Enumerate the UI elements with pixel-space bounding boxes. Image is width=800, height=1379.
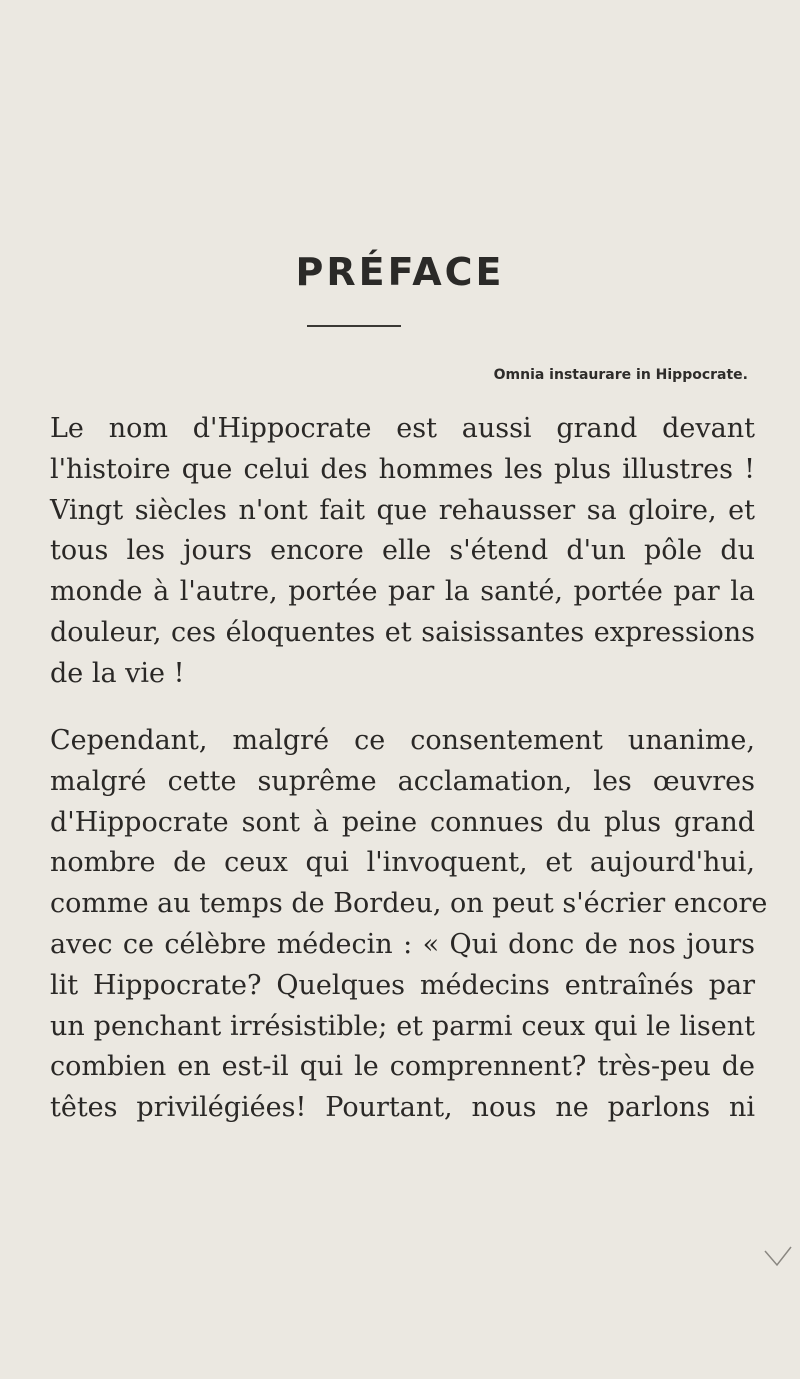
text-line: lit Hippocrate? Quelques médecins entraînés par (50, 969, 755, 1001)
text-line: douleur, ces éloquentes et saisissantes expressions (50, 616, 755, 648)
page-title: PRÉFACE (295, 250, 505, 295)
text-line: de la vie ! (50, 657, 185, 689)
paragraph-1 (50, 409, 755, 695)
paragraph-2 (50, 721, 768, 1129)
text-line: nombre de ceux qui l'invoquent, et aujourd'hui, (50, 847, 755, 879)
title-divider (307, 325, 401, 327)
epigraph: Omnia instaurare in Hippocrate. (493, 367, 748, 383)
text-line: combien en est-il qui le comprennent? très-peu de (50, 1051, 755, 1083)
text-line: l'histoire que celui des hommes les plus illustres ! (50, 453, 755, 485)
text-line: monde à l'autre, portée par la santé, portée par la (50, 576, 755, 608)
text-line: malgré cette suprême acclamation, les œuvres (50, 765, 755, 797)
text-line: Vingt siècles n'ont fait que rehausser sa gloire, et (50, 494, 755, 526)
text-line: Le nom d'Hippocrate est aussi grand devant (50, 413, 755, 444)
text-line: comme au temps de Bordeu, on peut s'écrier encore (50, 888, 768, 920)
text-line: avec ce célèbre médecin : « Qui donc de nos jours (50, 928, 755, 960)
text-line: têtes privilégiées! Pourtant, nous ne parlons ni (50, 1092, 755, 1124)
text-line: Cependant, malgré ce consentement unanime, (50, 725, 755, 756)
text-line: d'Hippocrate sont à peine connues du plus grand (50, 806, 755, 838)
pencil-mark-icon (763, 1243, 793, 1273)
text-line: un penchant irrésistible; et parmi ceux qui le lisent (50, 1010, 755, 1042)
text-line: tous les jours encore elle s'étend d'un pôle du (50, 535, 755, 567)
